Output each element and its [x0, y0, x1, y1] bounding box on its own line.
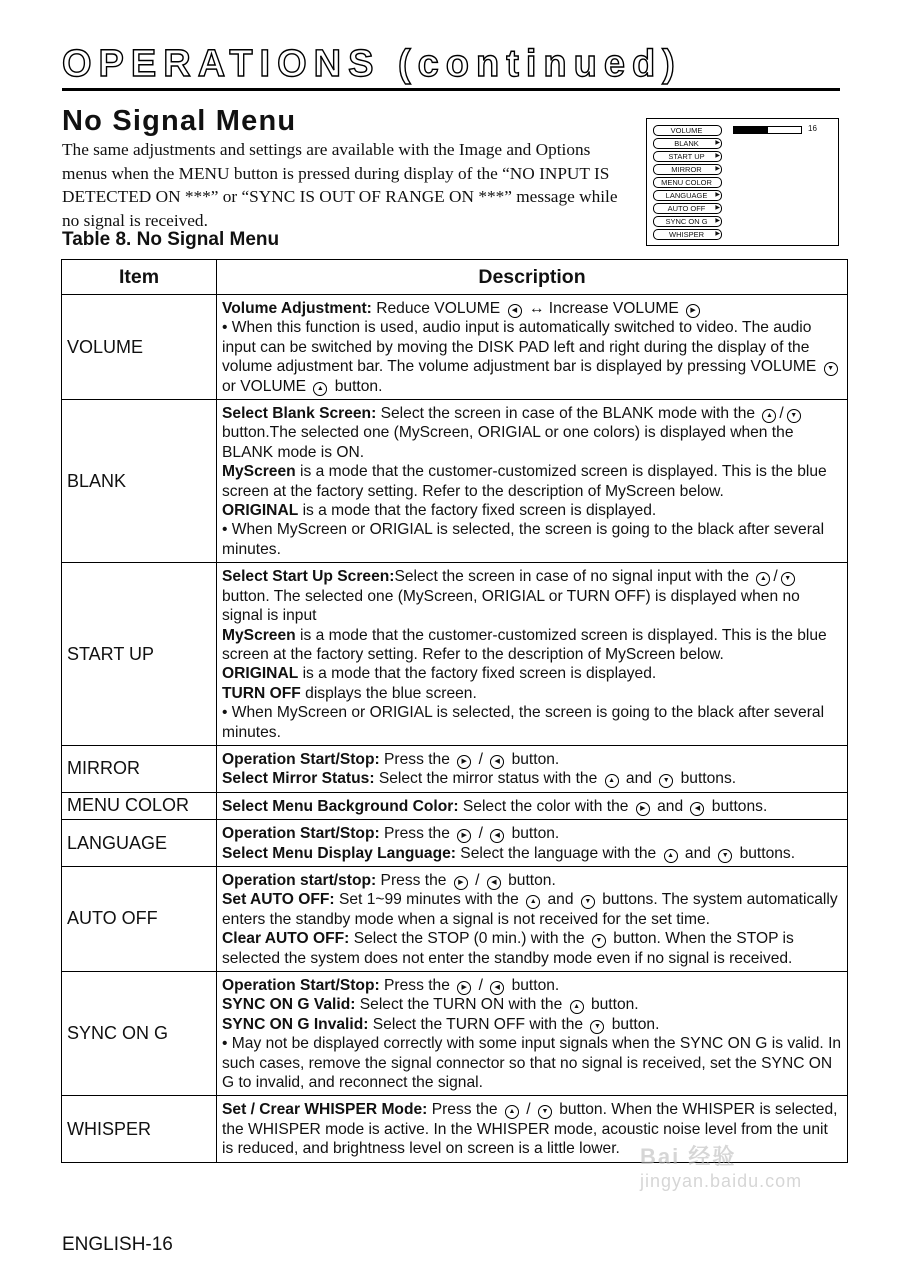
left-button-icon: ◀	[490, 829, 504, 843]
page-footer: ENGLISH-16	[62, 1234, 173, 1255]
osd-item-menu-color: MENU COLOR	[653, 177, 722, 188]
up-button-icon: ▲	[605, 774, 619, 788]
up-button-icon: ▲	[526, 895, 540, 909]
down-button-icon: ▼	[824, 362, 838, 376]
row-description: Operation start/stop: Press the ▶ / ◀ button. Set AUTO OFF: Set 1~99 minutes with the ▲ and ▼ buttons. The system automatically enters the standby mode when a signal is not received for the set time. Clear AUTO OFF: Select the STOP (0 min.) with the ▼ button. When the STOP is selected the system does not enter the standby mode even if no signal is received.	[217, 866, 848, 971]
arrow-right-icon: ▶	[715, 192, 720, 198]
right-button-icon: ▶	[457, 981, 471, 995]
row-item-label: START UP	[62, 563, 217, 746]
row-description: Operation Start/Stop: Press the ▶ / ◀ button. Select Mirror Status: Select the mirror status with the ▲ and ▼ buttons.	[217, 745, 848, 792]
right-button-icon: ▶	[454, 876, 468, 890]
row-item-label: LANGUAGE	[62, 820, 217, 867]
arrow-right-icon: ▶	[715, 140, 720, 146]
table-row-mirror	[62, 745, 848, 792]
row-item-label: MIRROR	[62, 745, 217, 792]
table-row-auto-off	[62, 866, 848, 971]
row-description: Select Start Up Screen:Select the screen in case of no signal input with the ▲ / ▼ button. The selected one (MyScreen, ORIGIAL or TURN OFF) is displayed when no signal is input MyScreen is a mode that the customer-customized screen is displayed. This is the blue screen at the factory setting. Refer to the description of MyScreen below. ORIGINAL is a mode that the factory fixed screen is displayed. TURN OFF displays the blue screen. • When MyScreen or ORIGIAL is selected, the screen is going to the black after several minutes.	[217, 563, 848, 746]
down-button-icon: ▼	[718, 849, 732, 863]
up-button-icon: ▲	[313, 382, 327, 396]
down-button-icon: ▼	[581, 895, 595, 909]
table-row-menu-color	[62, 792, 848, 819]
arrow-right-icon: ▶	[715, 205, 720, 211]
osd-menu-illustration	[646, 118, 839, 246]
left-button-icon: ◀	[490, 755, 504, 769]
up-button-icon: ▲	[762, 409, 776, 423]
right-button-icon: ▶	[457, 829, 471, 843]
column-header-description: Description	[217, 260, 848, 295]
arrow-right-icon: ▶	[715, 166, 720, 172]
up-button-icon: ▲	[505, 1105, 519, 1119]
row-item-label: SYNC ON G	[62, 972, 217, 1096]
volume-bar-fill	[734, 127, 768, 133]
header-rule	[62, 88, 840, 91]
table-header-row	[62, 260, 848, 295]
right-button-icon: ▶	[457, 755, 471, 769]
arrow-right-icon: ▶	[715, 231, 720, 237]
down-button-icon: ▼	[659, 774, 673, 788]
table-row-volume	[62, 295, 848, 400]
table-row-blank	[62, 400, 848, 563]
osd-menu-list	[653, 125, 722, 242]
no-signal-menu-table	[61, 259, 848, 1163]
down-button-icon: ▼	[787, 409, 801, 423]
table-row-sync-on-g	[62, 972, 848, 1096]
row-description: Operation Start/Stop: Press the ▶ / ◀ button. Select Menu Display Language: Select the language with the ▲ and ▼ buttons.	[217, 820, 848, 867]
left-button-icon: ◀	[690, 802, 704, 816]
osd-item-auto-off: AUTO OFF ▶	[653, 203, 722, 214]
arrow-right-icon: ▶	[715, 153, 720, 159]
watermark-logo: Bai 经验	[640, 1144, 737, 1169]
down-button-icon: ▼	[592, 934, 606, 948]
left-button-icon: ◀	[490, 981, 504, 995]
column-header-item: Item	[62, 260, 217, 295]
header-title: OPERATIONS (continued)	[62, 43, 682, 85]
row-item-label: AUTO OFF	[62, 866, 217, 971]
osd-item-blank: BLANK ▶	[653, 138, 722, 149]
watermark	[640, 1140, 870, 1192]
arrow-right-icon: ▶	[715, 218, 720, 224]
osd-item-mirror: MIRROR ▶	[653, 164, 722, 175]
row-description: Operation Start/Stop: Press the ▶ / ◀ button. SYNC ON G Valid: Select the TURN ON with the ▲ button. SYNC ON G Invalid: Select the TURN OFF with the ▼ button. • May not be displayed correctly with some input signals when the SYNC ON G is valid. In such cases, remove the signal connector so that no signal is received, set the SYNC ON G to invalid, and reconnect the signal.	[217, 972, 848, 1096]
osd-item-whisper: WHISPER ▶	[653, 229, 722, 240]
table-row-language	[62, 820, 848, 867]
row-item-label: WHISPER	[62, 1096, 217, 1162]
page-header	[62, 42, 840, 86]
up-button-icon: ▲	[570, 1000, 584, 1014]
row-item-label: MENU COLOR	[62, 792, 217, 819]
row-item-label: BLANK	[62, 400, 217, 563]
table-caption: Table 8. No Signal Menu	[62, 229, 280, 250]
row-description: Volume Adjustment: Reduce VOLUME ◀ ↔ Increase VOLUME ▶ • When this function is used, audio input is automatically switched to video. The audio input can be switched by moving the DISK PAD left and right during the display of the volume adjustment bar. The volume adjustment bar is displayed by pressing VOLUME ▼ or VOLUME ▲ button.	[217, 295, 848, 400]
down-button-icon: ▼	[538, 1105, 552, 1119]
osd-item-sync-on-g: SYNC ON G ▶	[653, 216, 722, 227]
volume-bar	[733, 126, 802, 134]
left-button-icon: ◀	[487, 876, 501, 890]
volume-value: 16	[808, 124, 817, 133]
down-button-icon: ▼	[590, 1020, 604, 1034]
row-description: Set / Crear WHISPER Mode: Press the ▲ / ▼ button. When the WHISPER is selected, the WHISPER mode is active. In the WHISPER mode, acoustic noise level from the unit is reduced, and brightness level on screen is a little lower.	[217, 1096, 848, 1162]
row-description: Select Menu Background Color: Select the color with the ▶ and ◀ buttons.	[217, 792, 848, 819]
up-button-icon: ▲	[664, 849, 678, 863]
right-button-icon: ▶	[686, 304, 700, 318]
up-button-icon: ▲	[756, 572, 770, 586]
watermark-url: jingyan.baidu.com	[640, 1171, 803, 1191]
row-description: Select Blank Screen: Select the screen in case of the BLANK mode with the ▲ / ▼ button.The selected one (MyScreen, ORIGIAL or one colors) is displayed when the BLANK mode is ON. MyScreen is a mode that the customer-customized screen is displayed. This is the blue screen at the factory setting. Refer to the description of MyScreen below. ORIGINAL is a mode that the factory fixed screen is displayed. • When MyScreen or ORIGIAL is selected, the screen is going to the black after several minutes.	[217, 400, 848, 563]
section-title: No Signal Menu	[62, 105, 297, 137]
osd-item-language: LANGUAGE ▶	[653, 190, 722, 201]
osd-item-start-up: START UP ▶	[653, 151, 722, 162]
row-item-label: VOLUME	[62, 295, 217, 400]
right-button-icon: ▶	[636, 802, 650, 816]
intro-paragraph: The same adjustments and settings are available with the Image and Options menus when the MENU button is pressed during display of the “NO INPUT IS DETECTED ON ***” or “SYNC IS OUT OF RANGE ON ***” message while no signal is received.	[62, 140, 618, 230]
left-button-icon: ◀	[508, 304, 522, 318]
down-button-icon: ▼	[781, 572, 795, 586]
osd-item-volume: VOLUME	[653, 125, 722, 136]
table-row-start-up	[62, 563, 848, 746]
